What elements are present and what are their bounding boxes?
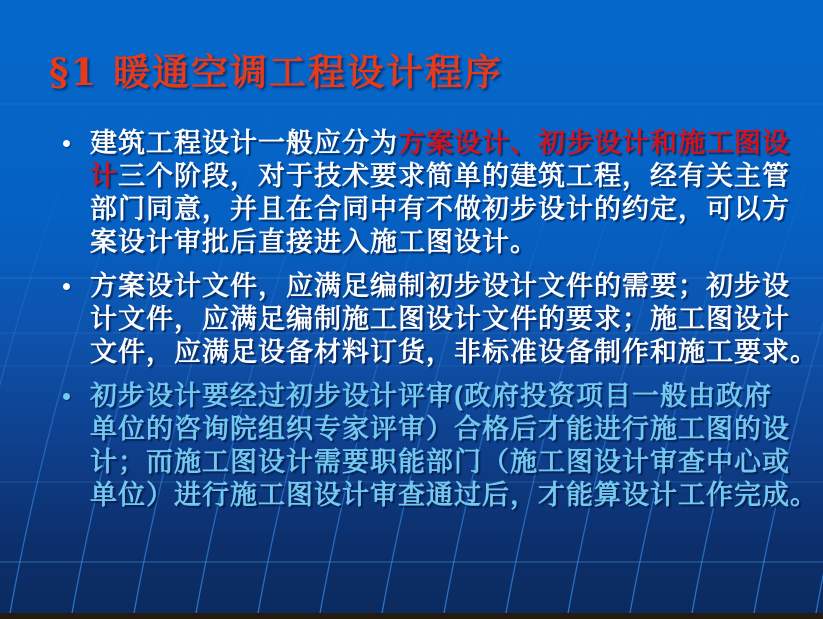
bullet-text	[90, 127, 815, 259]
text-segment: 单位）进行施工图设计审查通过后，才能算设计工作完成。	[90, 480, 818, 510]
text-segment: 案设计审批后直接进入施工图设计。	[90, 227, 538, 257]
bullet-item	[63, 270, 818, 369]
text-segment: 方案设计、初步设计和施工图设	[398, 128, 790, 158]
text-segment: 建筑工程设计一般应分为	[90, 128, 398, 158]
bullet-item	[63, 380, 818, 512]
bullet-line	[90, 380, 815, 413]
page-title: §1 暖通空调工程设计程序	[49, 50, 503, 94]
bullet-line	[90, 160, 815, 193]
bullet-line	[90, 479, 818, 512]
bullet-line	[90, 193, 815, 226]
text-segment: 文件，应满足设备材料订货，非标准设备制作和施工要求。	[90, 337, 818, 367]
bullet-line	[90, 413, 815, 446]
bullet-marker-dot	[63, 140, 70, 147]
bullet-marker-dot	[63, 393, 70, 400]
text-segment: 部门同意，并且在合同中有不做初步设计的约定，可以方	[90, 194, 790, 224]
bullet-line	[90, 303, 815, 336]
bullet-line	[90, 270, 815, 303]
text-segment: 三个阶段，对于技术要求简单的建筑工程，经有关主管	[118, 161, 790, 191]
bullet-list	[63, 127, 818, 523]
bullet-text	[90, 380, 818, 512]
bullet-line	[90, 446, 815, 479]
text-segment: 方案设计文件，应满足编制初步设计文件的需要；初步设	[90, 271, 790, 301]
bullet-line	[90, 226, 815, 259]
bullet-text	[90, 270, 818, 369]
text-segment: 计	[90, 161, 118, 191]
text-segment: 计文件，应满足编制施工图设计文件的要求；施工图设计	[90, 304, 790, 334]
bullet-item	[63, 127, 815, 259]
bottom-edge-strip	[0, 613, 823, 619]
text-segment: 计；而施工图设计需要职能部门（施工图设计审查中心或	[90, 447, 790, 477]
bullet-line	[90, 127, 815, 160]
text-segment: 单位的咨询院组织专家评审）合格后才能进行施工图的设	[90, 414, 790, 444]
bullet-line	[90, 336, 818, 369]
bullet-marker-dot	[63, 283, 70, 290]
text-segment: 初步设计要经过初步设计评审(政府投资项目一般由政府	[90, 381, 772, 411]
